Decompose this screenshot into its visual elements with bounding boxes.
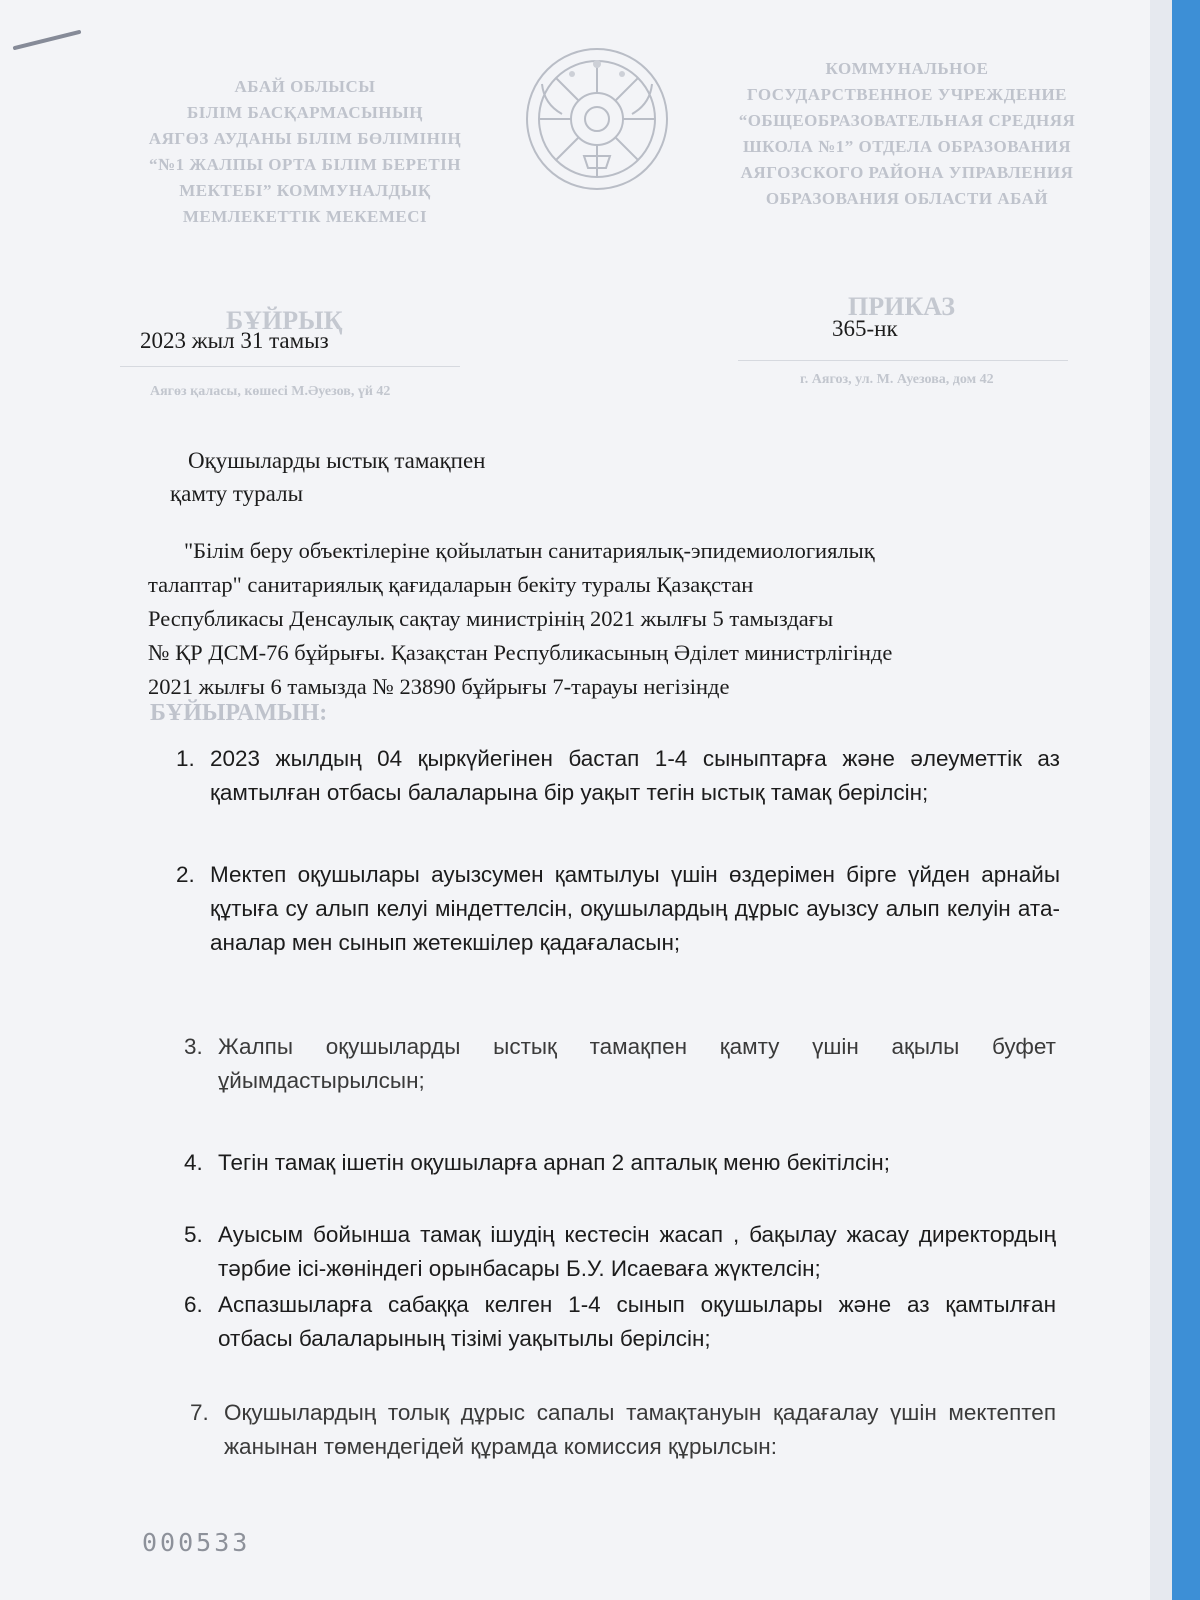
item-text: Мектеп оқушылары ауызсумен қамтылуы үшін өздерімен бірге үйден арнайы құтыға су алып келуі міндеттелсін, оқушылардың дұрыс ауызсу алып келуін ата-аналар мен сынып жетекшілер қадағаласын; (210, 862, 1060, 955)
header-line: АЯГОЗСКОГО РАЙОНА УПРАВЛЕНИЯ (740, 163, 1074, 182)
list-item (184, 1218, 1056, 1286)
item-text: Тегін тамақ ішетін оқушыларға арнап 2 апталық меню бекітілсін; (218, 1150, 890, 1175)
serial-number: 000533 (142, 1528, 251, 1557)
header-line: ОБРАЗОВАНИЯ ОБЛАСТИ АБАЙ (765, 189, 1049, 208)
header-line: МЕКТЕБІ” КОММУНАЛДЫҚ (179, 181, 431, 200)
list-item (176, 742, 1060, 810)
list-item (184, 1146, 1056, 1180)
order-preamble (148, 534, 1078, 704)
resolution-word: БҰЙЫРАМЫН: (150, 700, 328, 726)
header-kazakh-institution (140, 74, 470, 230)
address-kazakh: Аягөз қаласы, көшесі М.Әуезов, үй 42 (150, 384, 391, 399)
header-line: КОММУНАЛЬНОЕ (825, 59, 989, 78)
preamble-line: 2021 жылғы 6 тамызда № 23890 бұйрығы 7-тарауы негізінде (148, 674, 730, 699)
header-russian-institution (722, 56, 1092, 212)
title-russian: ПРИКАЗ (848, 292, 956, 321)
item-text: Ауысым бойынша тамақ ішудің кестесін жасап , бақылау жасау директордың тәрбие ісі-жөніндегі орынбасары Б.У. Исаеваға жүктелсін; (218, 1222, 1056, 1281)
order-subject (170, 444, 485, 510)
item-number: 2. (176, 862, 195, 887)
item-number: 6. (184, 1292, 203, 1317)
divider (120, 366, 460, 367)
title-kazakh: БҰЙРЫҚ (226, 306, 343, 335)
header-line: АБАЙ ОБЛЫСЫ (234, 77, 376, 96)
address-russian: г. Аягоз, ул. М. Ауезова, дом 42 (800, 372, 994, 387)
order-number: 365-нк (832, 316, 898, 341)
state-emblem-icon (522, 44, 672, 194)
item-number: 4. (184, 1150, 203, 1175)
item-number: 5. (184, 1222, 203, 1247)
list-item (190, 1396, 1056, 1464)
list-item (184, 1288, 1056, 1356)
header-line: ШКОЛА №1” ОТДЕЛА ОБРАЗОВАНИЯ (743, 137, 1071, 156)
preamble-line: № ҚР ДСМ-76 бұйрығы. Қазақстан Республикасының Әділет министрлігінде (148, 640, 893, 665)
pen-mark (13, 30, 82, 51)
item-text: Оқушылардың толық дұрыс сапалы тамақтануын қадағалау үшін мектептеп жанынан төмендегідей құрамда комиссия құрылсын: (224, 1400, 1056, 1459)
subject-line: Оқушыларды ыстық тамақпен (188, 448, 486, 473)
item-number: 1. (176, 746, 195, 771)
header-line: АЯГӨЗ АУДАНЫ БІЛІМ БӨЛІМІНІҢ (148, 129, 462, 148)
preamble-line: Республикасы Денсаулық сақтау министрінің 2021 жылғы 5 тамыздағы (148, 606, 834, 631)
item-text: Жалпы оқушыларды ыстық тамақпен қамту үшін ақылы буфет ұйымдастырылсын; (218, 1034, 1056, 1093)
list-item (184, 1030, 1056, 1098)
paper-edge (1150, 0, 1172, 1600)
item-number: 7. (190, 1400, 209, 1425)
item-text: 2023 жылдың 04 қыркүйегінен бастап 1-4 сыныптарға және әлеуметтік аз қамтылған отбасы балаларына бір уақыт тегін ыстық тамақ берілсін; (210, 746, 1060, 805)
preamble-line: талаптар" санитариялық қағидаларын бекіту туралы Қазақстан (148, 572, 754, 597)
item-text: Аспазшыларға сабаққа келген 1-4 сынып оқушылары және аз қамтылған отбасы балаларының тізімі уақытылы берілсін; (218, 1292, 1056, 1351)
divider (738, 360, 1068, 361)
item-number: 3. (184, 1034, 203, 1059)
header-line: ГОСУДАРСТВЕННОЕ УЧРЕЖДЕНИЕ (746, 85, 1068, 104)
preamble-line: "Білім беру объектілеріне қойылатын санитариялық-эпидемиологиялық (184, 538, 875, 563)
header-line: “ОБЩЕОБРАЗОВАТЕЛЬНАЯ СРЕДНЯЯ (738, 111, 1076, 130)
list-item (176, 858, 1060, 960)
subject-line: қамту туралы (170, 481, 304, 506)
header-line: БІЛІМ БАСҚАРМАСЫНЫҢ (187, 103, 423, 122)
header-line: МЕМЛЕКЕТТІК МЕКЕМЕСІ (182, 207, 428, 226)
header-line: “№1 ЖАЛПЫ ОРТА БІЛІМ БЕРЕТІН (149, 155, 461, 174)
order-date: 2023 жыл 31 тамыз (140, 328, 329, 353)
